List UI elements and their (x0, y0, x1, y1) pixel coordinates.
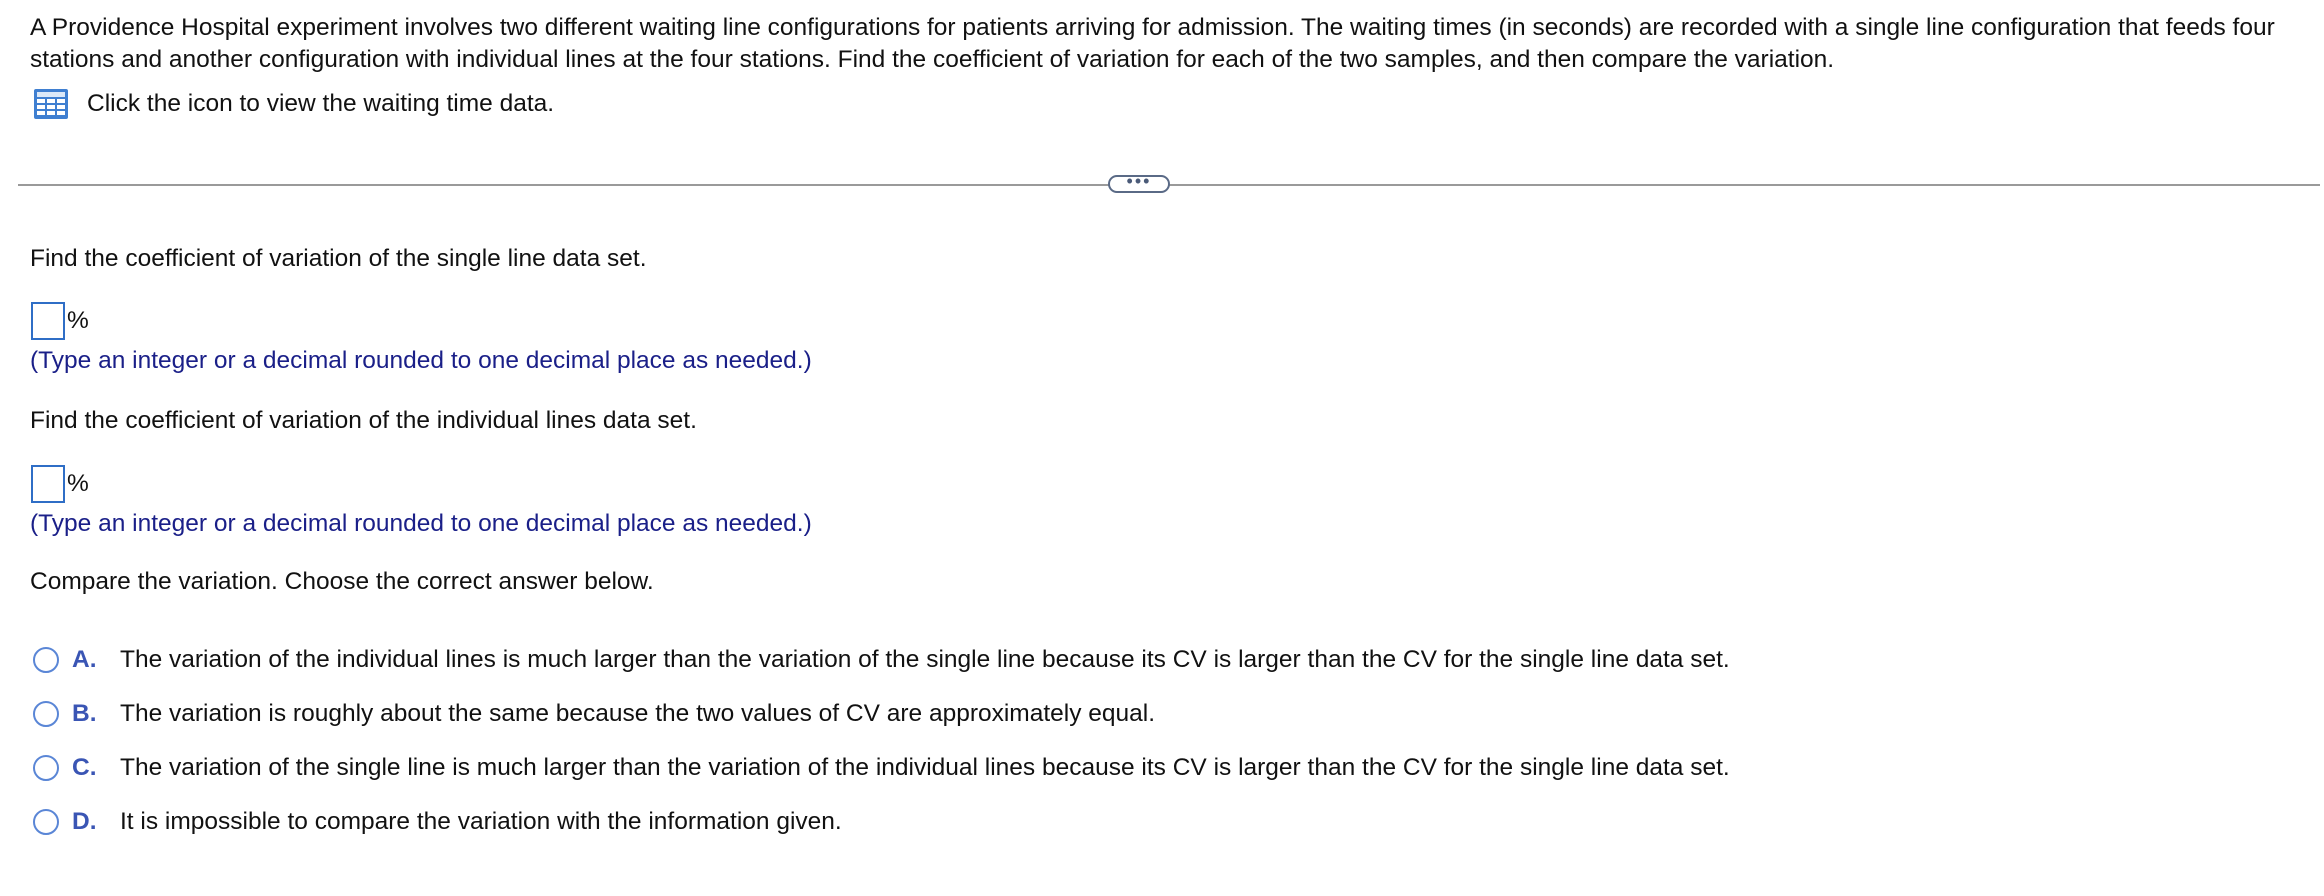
percent-unit: % (67, 307, 89, 334)
question-single-line-prompt: Find the coefficient of variation of the single line data set. (30, 245, 647, 272)
view-data-link[interactable] (33, 87, 554, 121)
option-text[interactable]: The variation is roughly about the same because the two values of CV are approximately equal. (120, 700, 1156, 727)
answer-option-c[interactable] (33, 750, 1730, 786)
radio-button[interactable] (33, 755, 59, 781)
answer-format-hint: (Type an integer or a decimal rounded to one decimal place as needed.) (30, 347, 812, 374)
percent-unit: % (67, 470, 89, 497)
view-data-label[interactable]: Click the icon to view the waiting time data. (87, 90, 555, 117)
individual-lines-cv-input[interactable] (31, 465, 65, 503)
more-options-button[interactable]: ••• (1108, 175, 1170, 193)
answer-option-b[interactable] (33, 696, 1155, 732)
option-letter: A. (72, 646, 97, 673)
option-text[interactable]: It is impossible to compare the variation with the information given. (120, 808, 842, 835)
question-individual-lines-prompt: Find the coefficient of variation of the individual lines data set. (30, 407, 697, 434)
option-letter: C. (72, 754, 97, 781)
radio-button[interactable] (33, 647, 59, 673)
answer-format-hint: (Type an integer or a decimal rounded to one decimal place as needed.) (30, 510, 812, 537)
option-text[interactable]: The variation of the single line is much larger than the variation of the individual lines because its CV is larger than the CV for the single line data set. (120, 754, 1730, 781)
answer-row-individual-lines (31, 463, 89, 505)
option-text[interactable]: The variation of the individual lines is much larger than the variation of the single line because its CV is larger than the CV for the single line data set. (120, 646, 1730, 673)
answer-option-d[interactable] (33, 804, 842, 840)
answer-row-single-line (31, 300, 89, 342)
table-grid-icon[interactable] (33, 88, 69, 120)
radio-button[interactable] (33, 701, 59, 727)
answer-option-a[interactable] (33, 642, 1730, 678)
option-letter: D. (72, 808, 97, 835)
problem-statement: A Providence Hospital experiment involves two different waiting line configurations for patients arriving for admission. The waiting times (in seconds) are recorded with a single line configuration that feeds four stations and another configuration with individual lines at the four stations. Find the coefficient of variation for each of the two samples, and then compare the variation. (30, 14, 2275, 73)
radio-button[interactable] (33, 809, 59, 835)
compare-variation-prompt: Compare the variation. Choose the correct answer below. (30, 568, 654, 595)
option-letter: B. (72, 700, 97, 727)
single-line-cv-input[interactable] (31, 302, 65, 340)
